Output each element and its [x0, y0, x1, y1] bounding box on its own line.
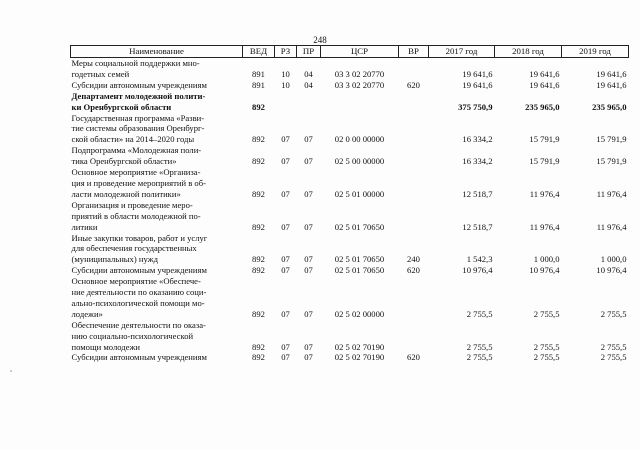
row-csr: 02 0 00 00000 — [334, 134, 385, 145]
row-value-2018: 1 000,0 — [533, 254, 560, 265]
row-value-2018: 11 976,4 — [529, 188, 560, 199]
row-csr: 02 5 02 00000 — [334, 308, 385, 319]
row-pr: 07 — [304, 254, 313, 265]
table-row — [71, 113, 629, 146]
table-row — [71, 91, 629, 113]
row-rz: 07 — [281, 352, 290, 363]
row-rz: 07 — [281, 265, 290, 276]
table-row — [71, 145, 629, 167]
row-rz: 07 — [281, 156, 290, 167]
row-rz: 07 — [281, 341, 290, 352]
row-pr: 04 — [304, 79, 313, 90]
row-rz: 10 — [281, 79, 290, 90]
row-pr: 07 — [304, 308, 313, 319]
row-csr: 03 3 02 20770 — [334, 79, 385, 90]
row-csr: 02 5 00 00000 — [334, 156, 385, 167]
row-ved: 892 — [252, 188, 265, 199]
row-value-2017: 16 334,2 — [462, 134, 493, 145]
row-csr — [321, 91, 399, 113]
row-value-2018: 11 976,4 — [529, 221, 560, 232]
header-2019: 2019 год — [562, 46, 629, 58]
row-value-2017: 19 641,6 — [462, 79, 493, 90]
row-csr: 02 5 01 70650 — [334, 254, 385, 265]
row-value-2019: 11 976,4 — [596, 188, 627, 199]
row-value-2019: 19 641,6 — [596, 79, 627, 90]
row-value-2019: 2 755,5 — [600, 341, 627, 352]
table-row — [71, 80, 629, 91]
row-csr: 02 5 01 70650 — [334, 265, 385, 276]
row-name: Основное мероприятие «Обеспече- ние деятельности по оказанию соци- ально-психологической помощи мо- лодежи» — [71, 276, 207, 319]
row-value-2017: 12 518,7 — [462, 188, 493, 199]
row-rz: 07 — [281, 254, 290, 265]
row-value-2018: 15 791,9 — [529, 156, 560, 167]
row-ved: 891 — [252, 79, 265, 90]
row-value-2017: 19 641,6 — [462, 68, 493, 79]
row-value-2017: 2 755,5 — [466, 341, 493, 352]
row-csr: 02 5 02 70190 — [334, 352, 385, 363]
row-name: Департамент молодежной полити- ки Оренбургской области — [71, 90, 206, 112]
budget-table — [70, 45, 629, 363]
scan-dot — [10, 370, 12, 372]
row-value-2019: 15 791,9 — [596, 134, 627, 145]
table-row — [71, 233, 629, 266]
header-name: Наименование — [71, 46, 243, 58]
row-ved: 892 — [252, 308, 265, 319]
row-value-2017: 10 976,4 — [462, 265, 493, 276]
row-vr — [399, 320, 429, 353]
row-csr: 02 5 01 70650 — [334, 221, 385, 232]
row-value-2017: 16 334,2 — [462, 156, 493, 167]
row-value-2017: 2 755,5 — [466, 352, 493, 363]
row-pr: 04 — [304, 68, 313, 79]
row-vr — [399, 200, 429, 233]
row-value-2018: 15 791,9 — [529, 134, 560, 145]
row-value-2018: 19 641,6 — [529, 79, 560, 90]
row-csr: 02 5 01 00000 — [334, 188, 385, 199]
row-ved: 892 — [252, 221, 265, 232]
row-vr — [399, 58, 429, 80]
row-pr: 07 — [304, 221, 313, 232]
row-name: Субсидии автономным учреждениям — [71, 79, 207, 90]
row-value-2018: 235 965,0 — [525, 101, 560, 112]
table-body — [71, 58, 629, 364]
header-2017: 2017 год — [429, 46, 495, 58]
row-rz — [275, 91, 297, 113]
row-rz: 07 — [281, 221, 290, 232]
row-value-2017: 12 518,7 — [462, 221, 493, 232]
row-rz: 07 — [281, 188, 290, 199]
table-row — [71, 200, 629, 233]
row-name: Обеспечение деятельности по оказа- нию социально-психологической помощи молодежи — [71, 319, 206, 352]
table-row — [71, 276, 629, 320]
row-value-2019: 2 755,5 — [600, 352, 627, 363]
row-ved: 892 — [252, 265, 265, 276]
row-vr: 620 — [407, 79, 420, 90]
row-value-2019: 19 641,6 — [596, 68, 627, 79]
row-ved: 892 — [252, 156, 265, 167]
row-ved: 892 — [252, 254, 265, 265]
row-vr: 620 — [407, 265, 420, 276]
table-row — [71, 167, 629, 200]
row-vr — [399, 276, 429, 320]
row-value-2018: 2 755,5 — [533, 308, 560, 319]
row-pr: 07 — [304, 352, 313, 363]
table-row — [71, 320, 629, 353]
row-pr: 07 — [304, 156, 313, 167]
row-vr — [399, 91, 429, 113]
row-name: Субсидии автономным учреждениям — [71, 265, 207, 276]
row-vr: 240 — [407, 254, 420, 265]
row-name: Субсидии автономным учреждениям — [71, 352, 207, 363]
row-value-2019: 2 755,5 — [600, 308, 627, 319]
row-pr: 07 — [304, 188, 313, 199]
row-name: Иные закупки товаров, работ и услуг для обеспечения государственных (муниципальных) нужд — [71, 232, 208, 265]
row-value-2019: 1 000,0 — [600, 254, 627, 265]
row-value-2018: 10 976,4 — [529, 265, 560, 276]
row-vr — [399, 167, 429, 200]
row-name: Меры социальной поддержки мно- годетных семей — [71, 58, 200, 79]
header-rz: РЗ — [275, 46, 297, 58]
header-vr: ВР — [399, 46, 429, 58]
row-pr: 07 — [304, 341, 313, 352]
table-row — [71, 265, 629, 276]
header-pr: ПР — [297, 46, 321, 58]
table-header-row — [71, 46, 629, 58]
row-pr: 07 — [304, 134, 313, 145]
row-pr — [297, 91, 321, 113]
row-name: Организация и проведение меро- приятий в области молодежной по- литики — [71, 199, 201, 232]
row-ved: 892 — [252, 352, 265, 363]
row-value-2019: 15 791,9 — [596, 156, 627, 167]
row-value-2019: 235 965,0 — [592, 101, 627, 112]
row-ved: 892 — [252, 134, 265, 145]
row-value-2018: 19 641,6 — [529, 68, 560, 79]
row-vr — [399, 113, 429, 146]
header-csr: ЦСР — [321, 46, 399, 58]
row-name: Государственная программа «Разви- тие системы образования Оренбург- ской области» на 2014–2020 годы — [71, 112, 205, 145]
row-value-2019: 11 976,4 — [596, 221, 627, 232]
table-row — [71, 58, 629, 80]
header-2018: 2018 год — [495, 46, 562, 58]
row-vr — [399, 145, 429, 167]
row-rz: 10 — [281, 68, 290, 79]
row-value-2017: 1 542,3 — [466, 254, 493, 265]
row-value-2018: 2 755,5 — [533, 341, 560, 352]
row-value-2017: 2 755,5 — [466, 308, 493, 319]
row-value-2018: 2 755,5 — [533, 352, 560, 363]
row-csr: 02 5 02 70190 — [334, 341, 385, 352]
row-rz: 07 — [281, 134, 290, 145]
row-rz: 07 — [281, 308, 290, 319]
row-pr: 07 — [304, 265, 313, 276]
header-ved: ВЕД — [243, 46, 275, 58]
row-value-2019: 10 976,4 — [596, 265, 627, 276]
row-ved: 891 — [252, 68, 265, 79]
row-vr: 620 — [407, 352, 420, 363]
page-number: 248 — [313, 35, 327, 45]
row-ved: 892 — [252, 341, 265, 352]
row-name: Подпрограмма «Молодежная поли- тика Оренбургской области» — [71, 145, 202, 167]
table-row — [71, 352, 629, 363]
row-name: Основное мероприятие «Организа- ция и проведение мероприятий в об- ласти молодежной политики» — [71, 167, 206, 199]
row-value-2017: 375 750,9 — [458, 101, 493, 112]
row-ved: 892 — [252, 101, 265, 112]
row-csr: 03 3 02 20770 — [334, 68, 385, 79]
